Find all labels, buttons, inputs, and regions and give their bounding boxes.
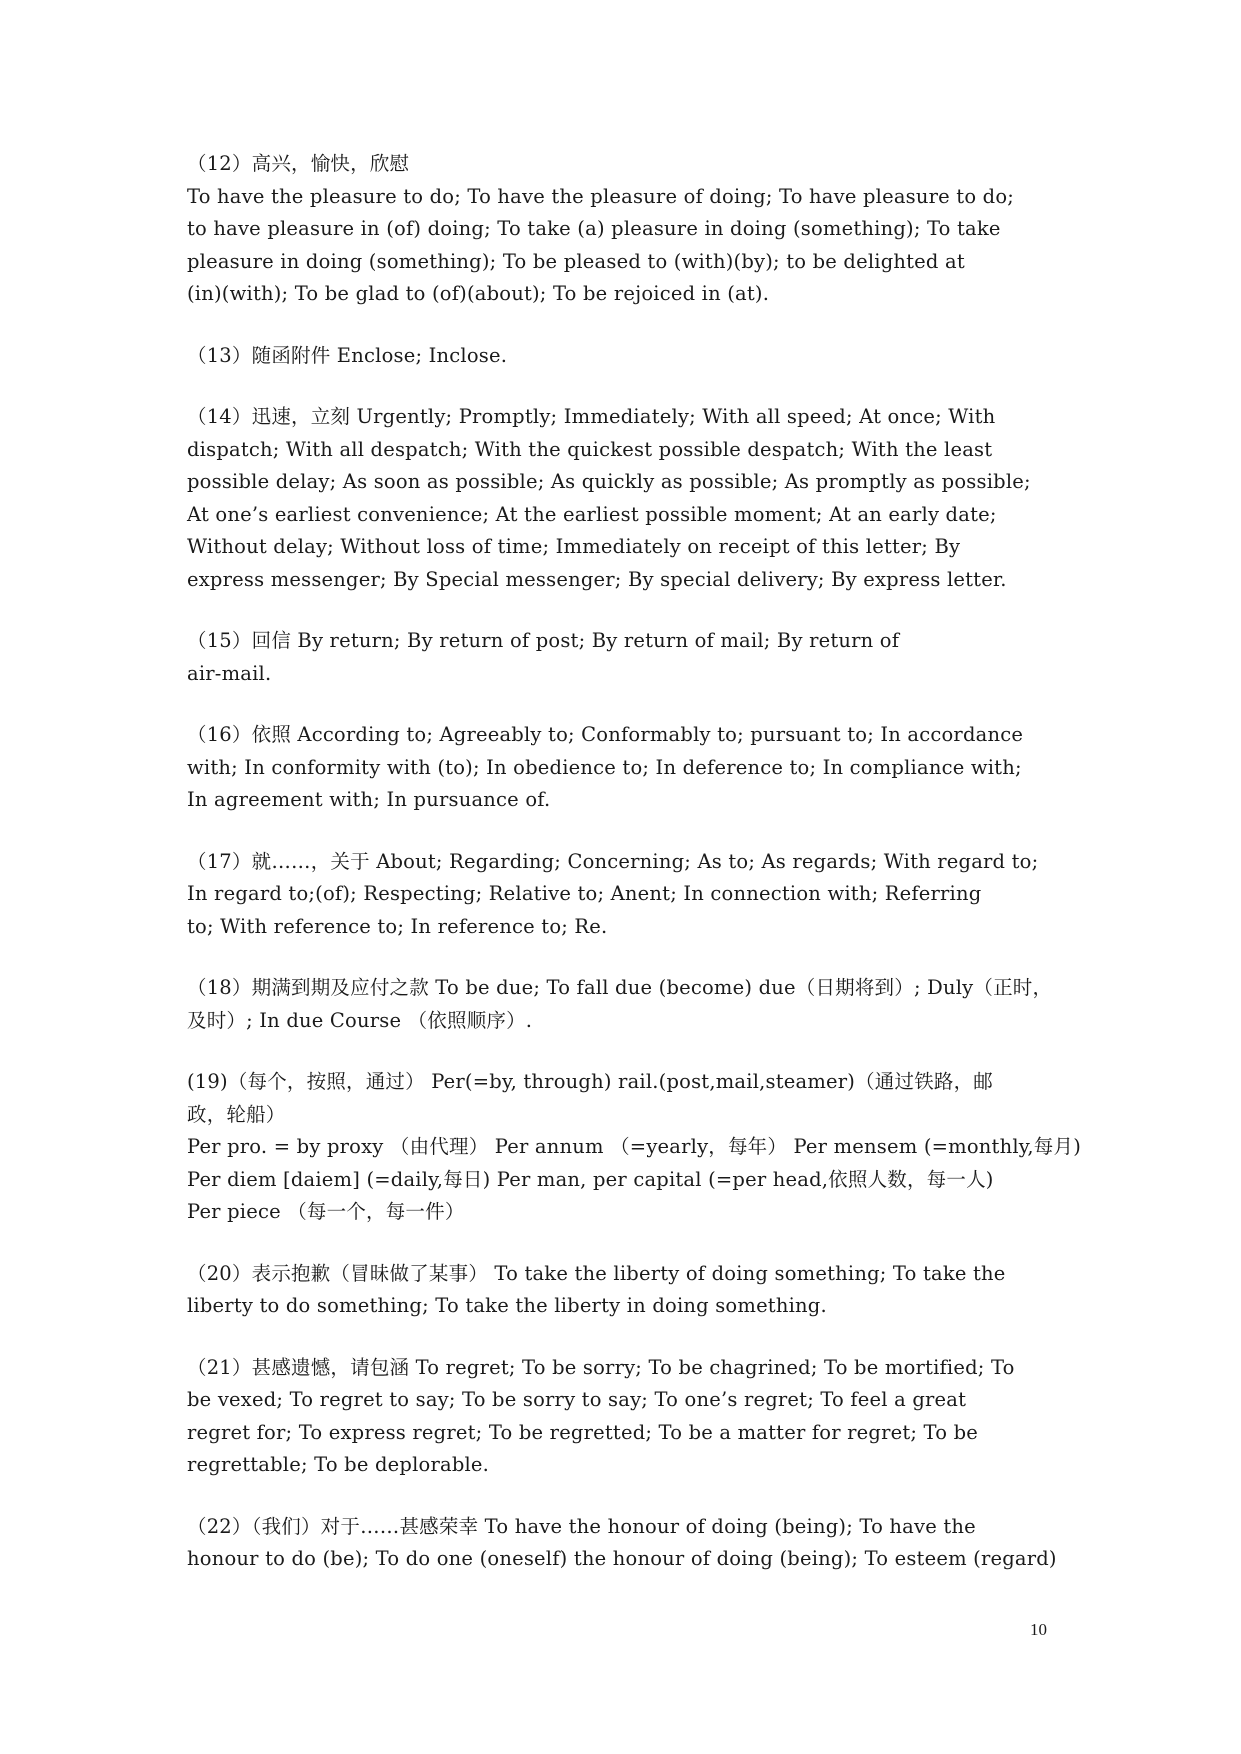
page-number: 10 — [1030, 1620, 1047, 1639]
text-line: dispatch; With all despatch; With the quickest possible despatch; With the least — [187, 437, 993, 461]
text-line: In regard to;(of); Respecting; Relative to; Anent; In connection with; Referring — [187, 882, 982, 905]
paragraph — [187, 340, 1092, 373]
text-line: （22）（我们）对于……甚感荣幸 To have the honour of doing (being); To have the — [187, 1514, 976, 1538]
paragraph — [187, 719, 1092, 817]
paragraph — [187, 972, 1092, 1037]
text-line: 政，轮船） — [187, 1102, 286, 1126]
paragraph — [187, 148, 1092, 311]
text-line: to have pleasure in (of) doing; To take (a) pleasure in doing (something); To take — [187, 217, 1001, 240]
text-line: (19)（每个，按照，通过） Per(=by, through) rail.(post,mail,steamer)（通过铁路，邮 — [187, 1070, 993, 1093]
text-line: pleasure in doing (something); To be pleased to (with)(by); to be delighted at — [187, 249, 965, 273]
paragraph — [187, 1066, 1092, 1229]
paragraph — [187, 1258, 1092, 1323]
text-line: (in)(with); To be glad to (of)(about); To be rejoiced in (at). — [187, 282, 770, 305]
paragraph — [187, 625, 1092, 690]
text-line: be vexed; To regret to say; To be sorry to say; To one’s regret; To feel a great — [187, 1388, 967, 1411]
text-line: Per piece （每一个，每一件） — [187, 1200, 465, 1223]
paragraph — [187, 1511, 1092, 1576]
text-line: air-mail. — [187, 661, 272, 685]
text-line: （20）表示抱歉（冒昧做了某事） To take the liberty of doing something; To take the — [187, 1261, 1006, 1285]
text-line: liberty to do something; To take the liberty in doing something. — [187, 1294, 827, 1317]
text-line: （16）依照 According to; Agreeably to; Conformably to; pursuant to; In accordance — [187, 723, 1024, 746]
document-body — [187, 148, 1092, 1605]
text-line: （13）随函附件 Enclose; Inclose. — [187, 343, 508, 367]
text-line: （15）回信 By return; By return of post; By return of mail; By return of — [187, 629, 900, 652]
text-line: Without delay; Without loss of time; Immediately on receipt of this letter; By — [187, 535, 961, 558]
text-line: To have the pleasure to do; To have the pleasure of doing; To have pleasure to do; — [187, 184, 1015, 208]
text-line: to; With reference to; In reference to; Re. — [187, 914, 608, 938]
text-line: express messenger; By Special messenger; By special delivery; By express letter. — [187, 567, 1007, 591]
text-line: （14）迅速，立刻 Urgently; Promptly; Immediately; With all speed; At once; With — [187, 405, 996, 428]
text-line: （17）就……，关于 About; Regarding; Concerning; As to; As regards; With regard to; — [187, 849, 1039, 873]
text-line: （21）甚感遗憾，请包涵 To regret; To be sorry; To be chagrined; To be mortified; To — [187, 1355, 1015, 1379]
text-line: In agreement with; In pursuance of. — [187, 788, 551, 811]
text-line: Per pro. = by proxy （由代理） Per annum （=yearly，每年） Per mensem (=monthly,每月) — [187, 1135, 1082, 1158]
text-line: （12）高兴，愉快，欣慰 — [187, 152, 410, 175]
text-line: （18）期满到期及应付之款 To be due; To fall due (become) due（日期将到）; Duly（正时， — [187, 976, 1053, 999]
text-line: regret for; To express regret; To be regretted; To be a matter for regret; To be — [187, 1420, 979, 1444]
text-line: At one’s earliest convenience; At the earliest possible moment; At an early date; — [187, 502, 997, 526]
paragraph — [187, 401, 1092, 596]
text-line: possible delay; As soon as possible; As quickly as possible; As promptly as possible; — [187, 470, 1031, 493]
paragraph — [187, 846, 1092, 944]
paragraph — [187, 1352, 1092, 1482]
text-line: regrettable; To be deplorable. — [187, 1453, 490, 1476]
text-line: 及时）; In due Course （依照顺序）. — [187, 1008, 533, 1032]
text-line: honour to do (be); To do one (oneself) the honour of doing (being); To esteem (regard) — [187, 1547, 1057, 1570]
text-line: with; In conformity with (to); In obedience to; In deference to; In compliance with; — [187, 755, 1022, 779]
text-line: Per diem [daiem] (=daily,每日) Per man, per capital (=per head,依照人数，每一人) — [187, 1167, 994, 1191]
